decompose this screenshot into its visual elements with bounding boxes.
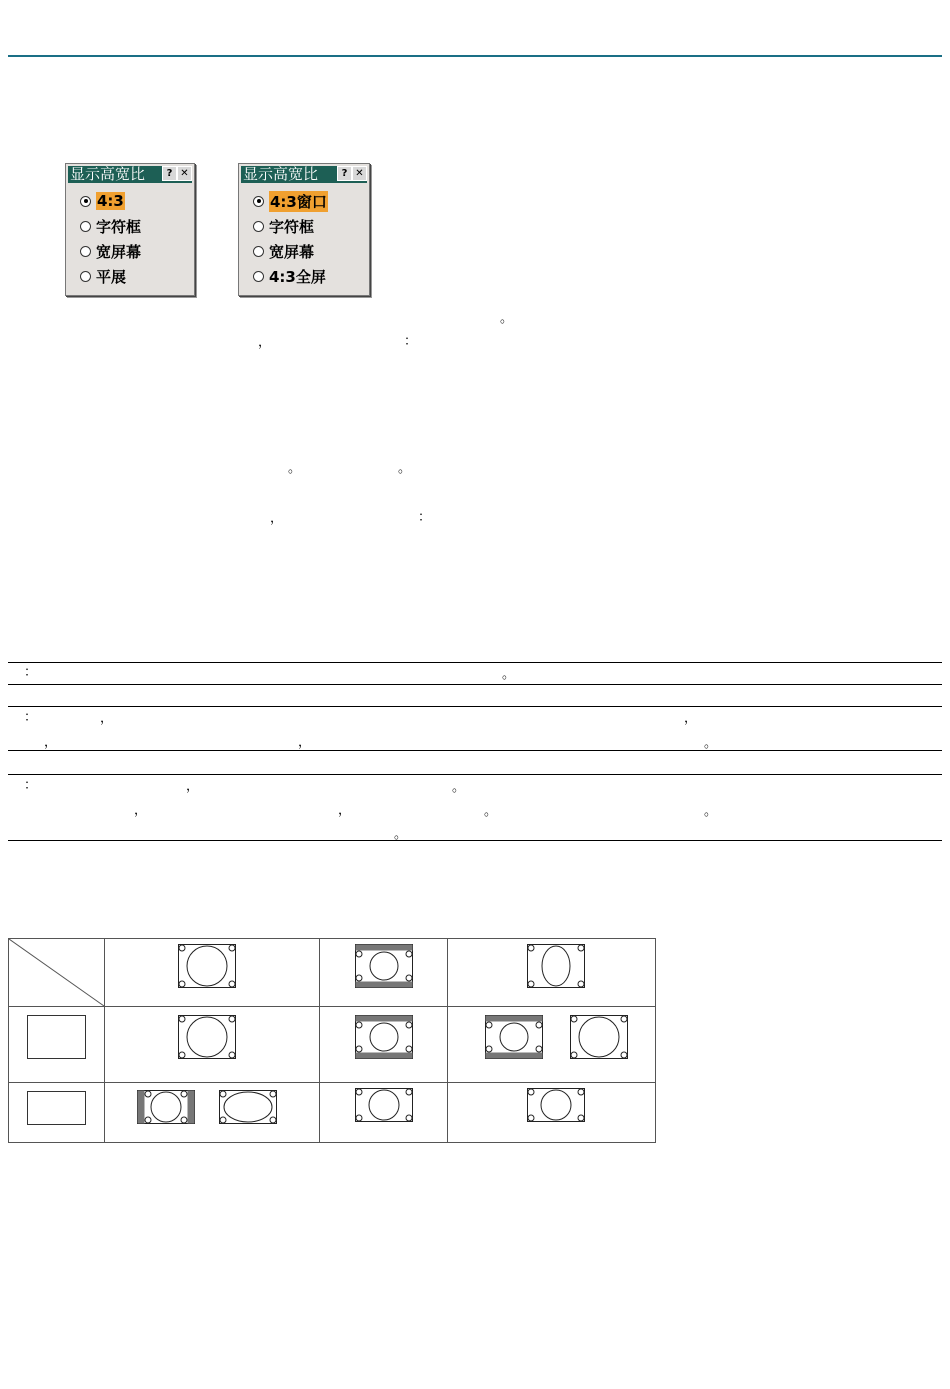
radio-selected-icon — [253, 196, 264, 207]
option-flat[interactable] — [80, 265, 126, 287]
punct-period: 。 — [288, 461, 302, 476]
option-letterbox[interactable] — [253, 215, 314, 237]
punct-colon: ： — [24, 710, 38, 725]
radio-icon — [80, 221, 91, 232]
option-label: 宽屏幕 — [269, 242, 315, 261]
close-button[interactable]: ✕ — [177, 166, 192, 181]
note-rule — [8, 840, 942, 841]
option-4-3-full[interactable] — [253, 265, 326, 287]
punct-comma: ， — [338, 803, 352, 818]
option-label: 宽屏幕 — [96, 242, 142, 261]
note-rule — [8, 706, 942, 707]
punct-period: 。 — [452, 780, 466, 795]
option-widescreen[interactable] — [80, 240, 141, 262]
punct-colon: ： — [418, 510, 432, 525]
punct-period: 。 — [394, 827, 408, 842]
punct-colon: ： — [24, 665, 38, 680]
option-letterbox[interactable] — [80, 215, 141, 237]
source-frame-4-3-icon — [27, 1015, 86, 1059]
aspect-compat-table — [8, 938, 656, 1143]
help-button[interactable]: ? — [337, 166, 352, 181]
punct-period: 。 — [704, 736, 718, 751]
radio-icon — [253, 221, 264, 232]
punct-comma: ， — [258, 335, 272, 350]
punct-comma: ， — [100, 711, 114, 726]
aspect-dialog-a — [65, 163, 195, 296]
option-widescreen[interactable] — [253, 240, 314, 262]
radio-icon — [253, 246, 264, 257]
punct-period: 。 — [502, 667, 516, 682]
help-button[interactable]: ? — [162, 166, 177, 181]
punct-colon: ： — [404, 334, 418, 349]
radio-selected-icon — [80, 196, 91, 207]
option-label: 字符框 — [96, 217, 142, 236]
option-label: 4:3 — [97, 192, 124, 210]
punct-comma: ， — [684, 711, 698, 726]
option-label: 4:3全屏 — [269, 267, 326, 286]
punct-comma: ， — [134, 803, 148, 818]
punct-comma: ， — [270, 511, 284, 526]
punct-period: 。 — [500, 311, 514, 326]
note-rule — [8, 684, 942, 685]
punct-colon: ： — [24, 778, 38, 793]
corner-diagonal — [9, 939, 105, 1007]
note-rule — [8, 750, 942, 751]
radio-icon — [80, 246, 91, 257]
dialog-b-title: 显示高宽比 — [241, 166, 367, 183]
option-label: 4:3窗口 — [270, 192, 327, 211]
punct-comma: ， — [298, 735, 312, 750]
top-rule — [8, 55, 942, 57]
punct-period: 。 — [484, 804, 498, 819]
option-label: 平展 — [96, 267, 127, 286]
radio-icon — [253, 271, 264, 282]
punct-period: 。 — [398, 461, 412, 476]
source-frame-16-9-icon — [27, 1091, 86, 1125]
punct-comma: ， — [44, 735, 58, 750]
option-4-3-window[interactable] — [253, 190, 328, 212]
note-rule — [8, 662, 942, 663]
punct-comma: ， — [186, 779, 200, 794]
dialog-a-title: 显示高宽比 — [68, 166, 192, 183]
option-label: 字符框 — [269, 217, 315, 236]
radio-icon — [80, 271, 91, 282]
option-4-3[interactable] — [80, 190, 125, 212]
note-rule — [8, 774, 942, 775]
punct-period: 。 — [704, 804, 718, 819]
aspect-dialog-b — [238, 163, 370, 296]
close-button[interactable]: ✕ — [352, 166, 367, 181]
